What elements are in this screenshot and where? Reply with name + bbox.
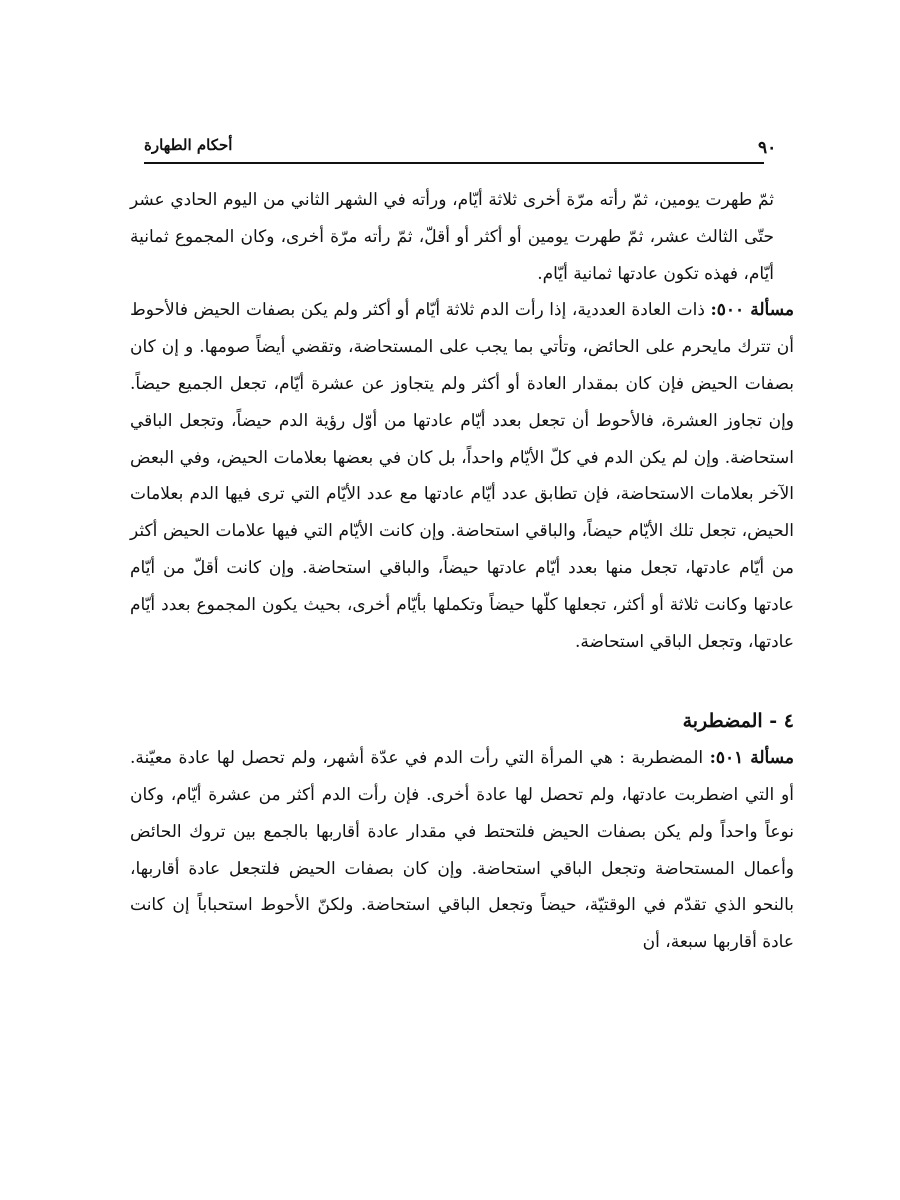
page-number: ٩٠ <box>758 138 777 158</box>
issue-501-text: المضطربة : هي المرأة التي رأت الدم في عدّة أشهر، ولم تحصل لها عادة معيّنة. أو التي اضطربت عادتها، ولم تحصل لها عادة أخرى. فإن رأت الدم أكثر من عشرة أيّام، وكان نوعاً واحداً ولم يكن بصفات الحيض فلتحتط في مقدار عادة أقاربها بالجمع بين تروك الحائض وأعمال المستحاضة وتجعل الباقي استحاضة. وإن كان بصفات الحيض فلتجعل عادة أقاربها، بالنحو الذي تقدّم في الوقتيّة، حيضاً وتجعل الباقي استحاضة. ولكنّ الأحوط استحباباً إن كانت عادة أقاربها سبعة، أن <box>130 748 794 953</box>
issue-500-text: ذات العادة العددية، إذا رأت الدم ثلاثة أيّام أو أكثر ولم يكن بصفات الحيض فالأحوط أن تترك مايحرم على الحائض، وتأتي بما يجب على المستحاضة، وتقضي أيضاً صومها. و إن كان بصفات الحيض فإن كان بمقدار العادة أو أكثر ولم يتجاوز عن عشرة أيّام، تجعل الجميع حيضاً. وإن تجاوز العشرة، فالأحوط أن تجعل بعدد أيّام عادتها من أوّل رؤية الدم حيضاً، وتجعل الباقي استحاضة. وإن لم يكن الدم في كلّ الأيّام واحداً، بل كان في بعضها بعلامات الحيض، وفي البعض الآخر بعلامات الاستحاضة، فإن تطابق عدد أيّام عادتها مع عدد الأيّام التي ترى فيها الدم بعلامات الحيض، تجعل تلك الأيّام حيضاً، والباقي استحاضة. وإن كانت الأيّام التي فيها علامات الحيض أكثر من أيّام عادتها، تجعل منها بعدد أيّام عادتها حيضاً، والباقي استحاضة. وإن كانت أقلّ من أيّام عادتها وكانت ثلاثة أو أكثر، تجعلها كلّها حيضاً وتكملها بأيّام أخرى، بحيث يكون المجموع بعدد أيّام عادتها، وتجعل الباقي استحاضة. <box>130 300 794 652</box>
issue-501-paragraph <box>130 740 794 961</box>
issue-500-paragraph <box>130 292 794 660</box>
continuation-paragraph: ثمّ طهرت يومين، ثمّ رأته مرّة أخرى ثلاثة أيّام، ورأته في الشهر الثاني من اليوم الحادي عشر حتّى الثالث عشر، ثمّ طهرت يومين أو أكثر أو أقلّ، ثمّ رأته مرّة أخرى، وكان المجموع ثمانية أيّام، فهذه تكون عادتها ثمانية أيّام. <box>130 190 774 284</box>
page-body <box>130 182 794 961</box>
section-heading-mudtariba: ٤ - المضطربة <box>682 710 794 733</box>
page-header <box>144 128 777 164</box>
issue-501-label: مسألة ٥٠١: <box>709 748 795 769</box>
running-title: أحكام الطهارة <box>144 136 233 154</box>
section-gap <box>130 660 794 703</box>
issue-500-label: مسألة ٥٠٠: <box>710 300 794 321</box>
